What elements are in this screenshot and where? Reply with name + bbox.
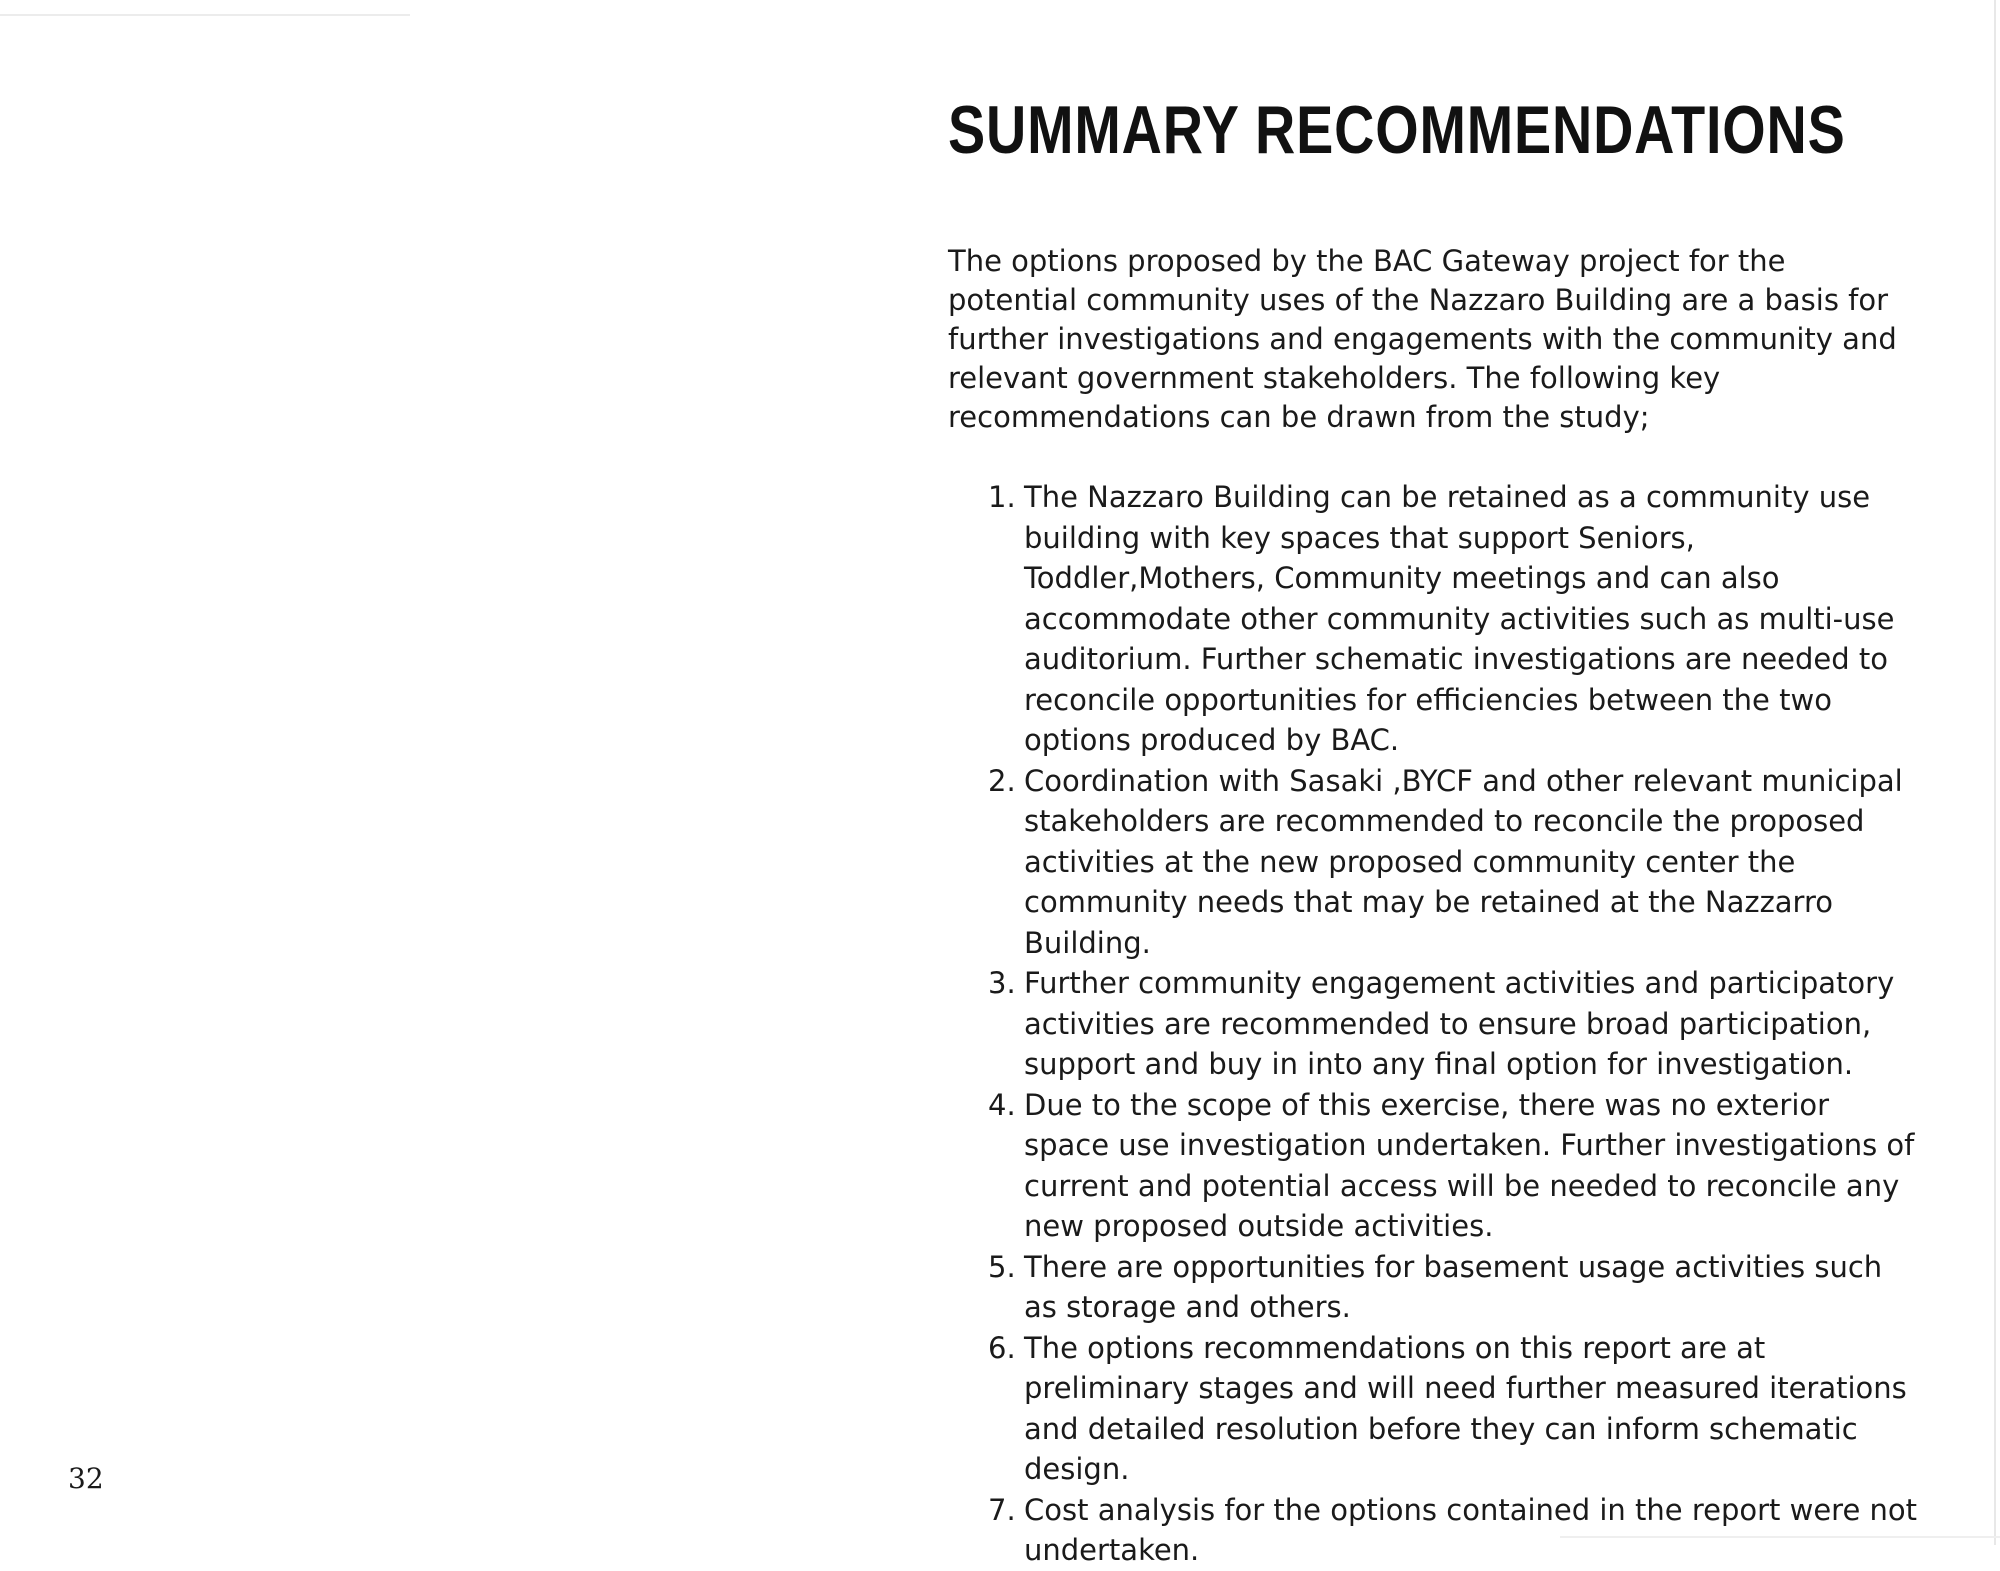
intro-paragraph: The options proposed by the BAC Gateway project for the potential community uses of the Nazzaro Building are a basis for further investigations and engagements with the community and relevant government stakeholders. The following key recommendations can be drawn from the study; bbox=[948, 244, 1897, 434]
recommendations-list bbox=[988, 477, 1918, 1571]
list-item-text: Cost analysis for the options contained in the report were not undertaken. bbox=[1024, 1492, 1918, 1567]
list-item-number: 6. bbox=[988, 1330, 1016, 1365]
scan-edge-top bbox=[0, 14, 410, 16]
list-item-number: 1. bbox=[988, 480, 1016, 514]
list-item-number: 5. bbox=[988, 1249, 1016, 1284]
page-content bbox=[948, 92, 1928, 1571]
list-item-text: Due to the scope of this exercise, there was no exterior space use investigation undertaken. Further investigations of current and potential access will be needed to reconcile any new proposed outside activities. bbox=[1024, 1087, 1915, 1243]
list-item bbox=[988, 1328, 1918, 1490]
scan-edge-right bbox=[1994, 0, 1996, 1545]
list-item bbox=[988, 477, 1918, 761]
list-item-number: 4. bbox=[988, 1087, 1016, 1122]
list-item-number: 3. bbox=[988, 966, 1016, 1000]
list-item-text: Coordination with Sasaki ,BYCF and other relevant municipal stakeholders are recommended to reconcile the proposed activities at the new proposed community center the community needs that may be retained at the Nazzarro Building. bbox=[1024, 763, 1903, 960]
list-item bbox=[988, 963, 1918, 1085]
page-title: SUMMARY RECOMMENDATIONS bbox=[948, 92, 1846, 168]
list-item-text: The Nazzaro Building can be retained as a community use building with key spaces that support Seniors, Toddler,Mothers, Community meetings and can also accommodate other community activities such as multi-use auditorium. Further schematic investigations are needed to reconcile opportunities for efficiencies between the two options produced by BAC. bbox=[1024, 480, 1895, 757]
list-item bbox=[988, 761, 1918, 964]
list-item-number: 2. bbox=[988, 763, 1016, 798]
list-item bbox=[988, 1247, 1918, 1328]
list-item-text: The options recommendations on this report are at preliminary stages and will need further measured iterations and detailed resolution before they can inform schematic design. bbox=[1024, 1330, 1907, 1486]
list-item bbox=[988, 1490, 1918, 1571]
list-item bbox=[988, 1085, 1918, 1247]
list-item-text: Further community engagement activities and participatory activities are recommended to ensure broad participation, support and buy in into any final option for investigation. bbox=[1024, 966, 1895, 1081]
list-item-text: There are opportunities for basement usage activities such as storage and others. bbox=[1024, 1249, 1883, 1324]
list-item-number: 7. bbox=[988, 1492, 1016, 1527]
page-number: 32 bbox=[68, 1462, 104, 1495]
